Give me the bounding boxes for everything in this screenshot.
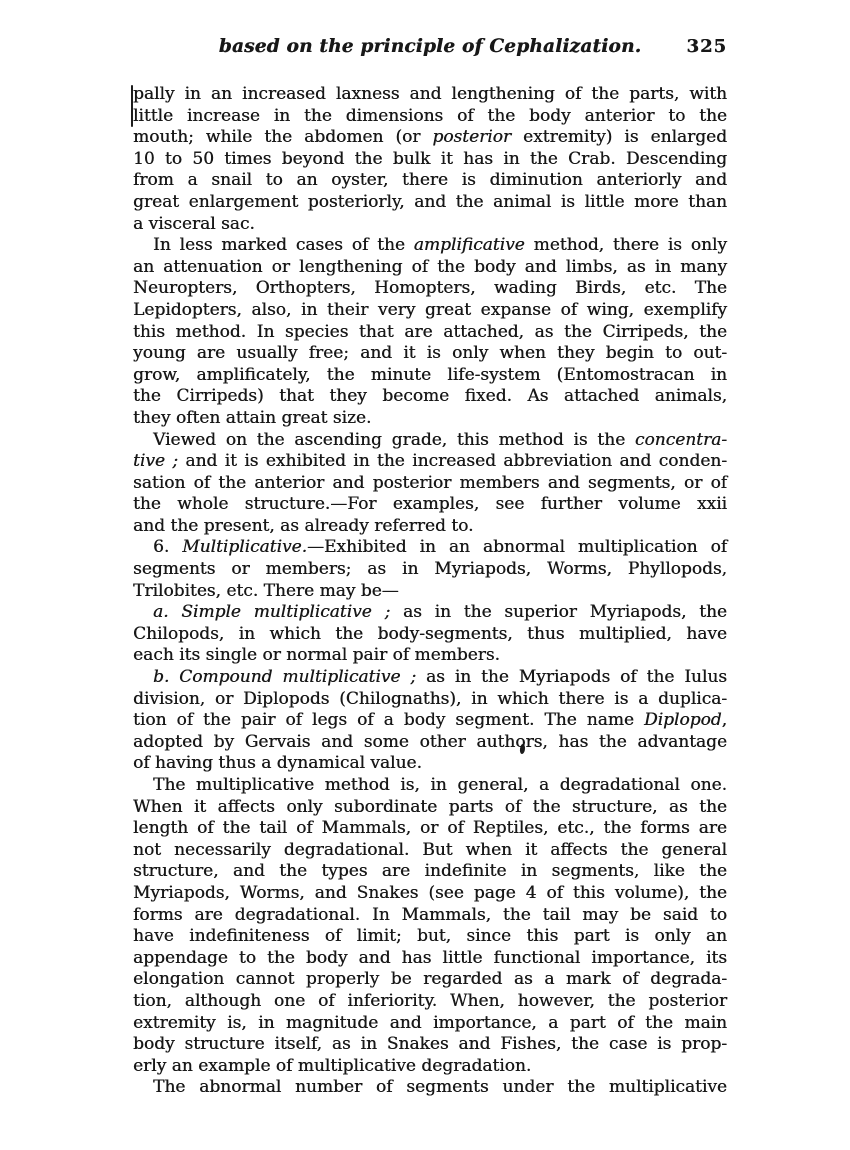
text-line [133,732,727,754]
text-line [133,926,727,948]
text-line [133,1013,727,1035]
text-segment: they often attain great size. [133,407,372,428]
text-line [133,840,727,862]
text-line [133,581,727,603]
text-segment: the whole structure.—For examples, see further volume xxii [133,494,727,515]
text-segment: elongation cannot properly be regarded as a mark of degrada- [133,969,727,990]
text-segment: extremity is, in magnitude and importance, a part of the main [133,1012,727,1033]
text-segment: 10 to 50 times beyond the bulk it has in the Crab. Descending [133,148,727,169]
text-line [133,991,727,1013]
text-segment: Neuropters, Orthopters, Homopters, wading Birds, etc. The [133,278,727,299]
text-line [133,106,727,128]
text-line [133,667,727,689]
text-line [133,797,727,819]
text-line [133,473,727,495]
text-segment: have indefiniteness of limit; but, since this part is only an [133,926,727,947]
text-line [133,710,727,732]
text-segment: mouth; while the abdomen (or [133,127,433,148]
text-segment: appendage to the body and has little functional importance, its [133,947,727,968]
text-segment: adopted by Gervais and some other authors, has the advantage [133,731,727,752]
text-line [133,257,727,279]
text-segment: Myriapods, Worms, and Snakes (see page 4 of this volume), the [133,882,727,903]
text-line [133,537,727,559]
text-line [133,861,727,883]
text-segment: grow, amplificately, the minute life-system (Entomostracan in [133,364,727,385]
text-line [133,645,727,667]
text-segment: erly an example of multiplicative degradation. [133,1055,532,1076]
text-line [133,278,727,300]
text-line [133,322,727,344]
italic-text-segment: Multiplicative. [182,537,308,558]
text-line [133,365,727,387]
text-segment: little increase in the dimensions of the body anterior to the [133,105,727,126]
italic-text-segment: concentra- [634,429,727,450]
text-segment: body structure itself, as in Snakes and Fishes, the case is prop- [133,1034,727,1055]
text-segment: Trilobites, etc. There may be— [133,580,399,601]
text-segment: Chilopods, in which the body-segments, thus multiplied, have [133,623,727,644]
text-line [133,818,727,840]
text-segment: as in the superior Myriapods, the [390,602,727,623]
text-segment: division, or Diplopods (Chilognaths), in which there is a duplica- [133,688,727,709]
text-segment: When it affects only subordinate parts of the structure, as the [133,796,727,817]
text-line [133,559,727,581]
text-line [133,602,727,624]
text-line [133,192,727,214]
page-title: based on the principle of Cephalization. [218,36,642,57]
text-segment: forms are degradational. In Mammals, the tail may be said to [133,904,727,925]
text-segment: great enlargement posteriorly, and the animal is little more than [133,191,727,212]
text-line [133,689,727,711]
text-line [133,430,727,452]
text-segment: an attenuation or lengthening of the body and limbs, as in many [133,256,727,277]
page-number: 325 [686,36,727,57]
text-line [133,170,727,192]
text-segment: 6. [153,537,183,558]
text-line [133,408,727,430]
text-segment: length of the tail of Mammals, or of Reptiles, etc., the forms are [133,818,727,839]
italic-text-segment: tive ; [133,451,178,472]
text-segment: , [721,710,727,731]
text-line [133,235,727,257]
text-segment: from a snail to an oyster, there is diminution anteriorly and [133,170,727,191]
text-segment: and the present, as already referred to. [133,515,474,536]
text-segment: a visceral sac. [133,213,255,234]
text-line [133,149,727,171]
text-line [133,948,727,970]
italic-text-segment: amplificative [413,235,525,256]
italic-text-segment: a. Simple multiplicative ; [153,602,391,623]
running-header [133,36,727,64]
italic-text-segment: b. Compound multiplicative ; [153,667,417,688]
text-line [133,1077,727,1099]
text-segment: segments or members; as in Myriapods, Worms, Phyllopods, [133,559,727,580]
text-segment: each its single or normal pair of members. [133,645,500,666]
text-segment: structure, and the types are indefinite in segments, like the [133,861,727,882]
text-segment: tion, although one of inferiority. When, however, the posterior [133,990,727,1011]
text-segment: pally in an increased laxness and lengthening of the parts, with [133,84,727,104]
text-line [133,753,727,775]
italic-text-segment: posterior [432,127,512,148]
italic-text-segment: Diplopod [643,710,722,731]
text-line [133,84,727,106]
text-line [133,451,727,473]
text-segment: The multiplicative method is, in general, a degradational one. [153,775,727,795]
text-line [133,883,727,905]
text-line [133,516,727,538]
text-line [133,1034,727,1056]
text-line [133,127,727,149]
text-segment: young are usually free; and it is only when they begin to out- [133,343,727,364]
text-line [133,775,727,797]
text-line [133,343,727,365]
text-segment: sation of the anterior and posterior members and segments, or of [133,472,727,493]
text-segment: tion of the pair of legs of a body segment. The name [133,710,644,731]
text-line [133,969,727,991]
text-segment: of having thus a dynamical value. [133,753,422,774]
text-line [133,214,727,236]
text-line [133,386,727,408]
text-line [133,624,727,646]
text-segment: In less marked cases of the [153,235,414,256]
text-segment: as in the Myriapods of the Iulus [416,667,727,688]
text-segment: and it is exhibited in the increased abbreviation and conden- [178,451,727,472]
text-line [133,300,727,322]
text-segment: —Exhibited in an abnormal multiplication of [307,537,728,558]
text-line [133,494,727,516]
text-segment: method, there is only [524,235,727,256]
text-line [133,905,727,927]
text-segment: not necessarily degradational. But when it affects the general [133,839,727,860]
text-segment: Viewed on the ascending grade, this method is the [153,429,635,450]
page-text [133,84,727,1099]
text-segment: the Cirripeds) that they become fixed. As attached animals, [133,386,727,407]
text-segment: extremity) is enlarged [511,127,727,148]
text-line [133,1056,727,1078]
text-segment: this method. In species that are attached, as the Cirripeds, the [133,321,727,342]
text-segment: Lepidopters, also, in their very great expanse of wing, exemplify [133,299,727,320]
text-segment: The abnormal number of segments under the multiplicative [153,1077,727,1098]
